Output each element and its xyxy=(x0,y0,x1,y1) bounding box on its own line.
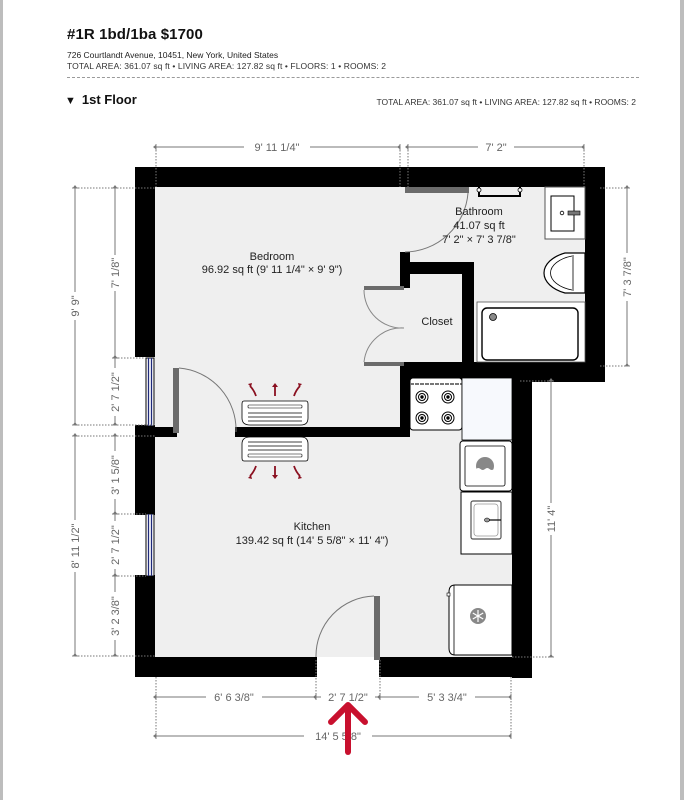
svg-text:139.42 sq ft (14' 5 5/8" × 11': 139.42 sq ft (14' 5 5/8" × 11' 4") xyxy=(235,535,389,547)
dim-bottom-left: 6' 6 3/8" xyxy=(214,692,254,704)
ac-unit-icon xyxy=(242,437,308,479)
svg-text:Kitchen: Kitchen xyxy=(293,521,331,533)
stove-icon xyxy=(410,378,462,430)
room-dims-bathroom: 7' 2" × 7' 3 7/8" xyxy=(442,234,516,246)
dim-left-inner-upper-wall: 7' 1/8" xyxy=(110,257,122,289)
dim-left-inner-lower-window: 2' 7 1/2" xyxy=(110,525,122,565)
bathroom-sink-icon xyxy=(545,187,585,239)
dim-top-bedroom: 9' 11 1/4" xyxy=(254,142,300,154)
dim-bottom-right: 5' 3 3/4" xyxy=(427,692,467,704)
dim-left-inner-upper-window: 2' 7 1/2" xyxy=(110,372,122,412)
dim-left-inner-lower-bottom: 3' 2 3/8" xyxy=(110,596,122,636)
bathtub-icon xyxy=(477,302,585,362)
window-upper xyxy=(146,358,154,426)
dim-bottom-door: 2' 7 1/2" xyxy=(328,692,368,704)
listing-summary: TOTAL AREA: 361.07 sq ft • LIVING AREA: 127.82 sq ft • FLOORS: 1 • ROOMS: 2 xyxy=(67,61,387,71)
svg-text:Bathroom: Bathroom xyxy=(455,206,503,218)
dim-top-bathroom: 7' 2" xyxy=(485,142,507,154)
floor-name: 1st Floor xyxy=(81,92,137,107)
fridge-icon xyxy=(447,585,512,655)
dim-left-inner-lower-top: 3' 1 5/8" xyxy=(110,455,122,495)
svg-text:41.07 sq ft: 41.07 sq ft xyxy=(453,220,505,232)
svg-text:Bedroom: Bedroom xyxy=(249,251,295,263)
entrance-arrow-icon xyxy=(331,705,365,752)
room-floors xyxy=(155,187,600,658)
dim-left-outer-lower: 8' 11 1/2" xyxy=(70,523,82,569)
dim-right-bathroom: 7' 3 7/8" xyxy=(622,257,634,297)
floorplan-page xyxy=(3,0,680,800)
kitchen-sink-icon xyxy=(461,492,512,554)
dim-right-kitchen: 11' 4" xyxy=(546,505,558,533)
dim-bottom-total: 14' 5 5/8" xyxy=(315,731,361,743)
svg-text:96.92 sq ft (9' 11 1/4" × 9' 9: 96.92 sq ft (9' 11 1/4" × 9' 9") xyxy=(201,264,343,276)
window-lower xyxy=(146,514,154,576)
room-label-closet: Closet xyxy=(421,316,453,328)
floor-stats: TOTAL AREA: 361.07 sq ft • LIVING AREA: 127.82 sq ft • ROOMS: 2 xyxy=(376,97,636,107)
washer-icon xyxy=(460,441,512,491)
ac-unit-icon xyxy=(242,383,308,425)
listing-address: 726 Courtlandt Avenue, 10451, New York, United States xyxy=(67,50,279,60)
listing-title: #1R 1bd/1ba $1700 xyxy=(67,26,203,43)
collapse-triangle-icon: ▼ xyxy=(65,95,76,107)
dim-left-outer-upper: 9' 9" xyxy=(70,295,82,317)
counter-icon xyxy=(462,378,512,440)
